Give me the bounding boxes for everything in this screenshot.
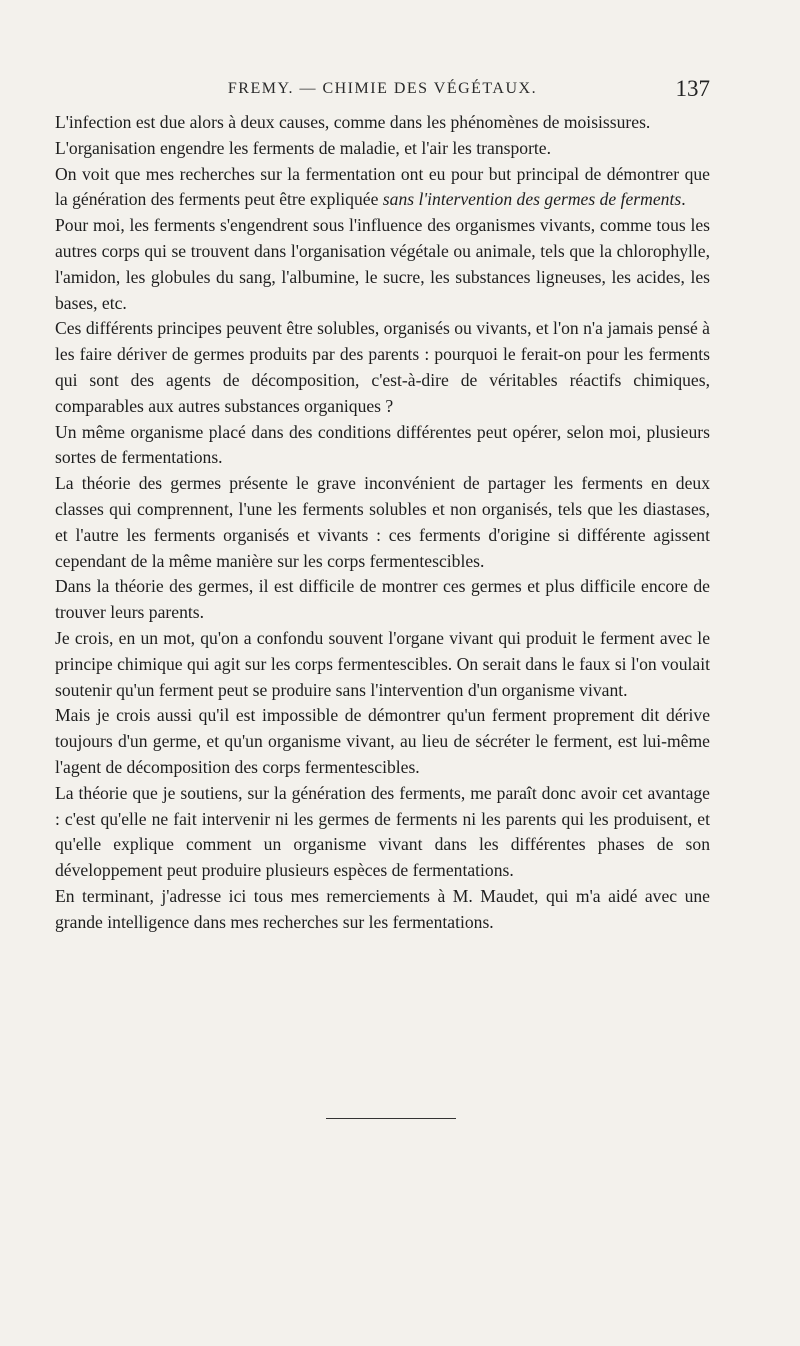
paragraph: En terminant, j'adresse ici tous mes remerciements à M. Maudet, qui m'a aidé avec une grande intelligence dans mes recherches sur les fermentations.	[55, 885, 710, 932]
paragraph-text: .	[681, 189, 686, 210]
paragraph: Dans la théorie des germes, il est difficile de montrer ces germes et plus difficile encore de trouver leurs parents.	[55, 576, 710, 623]
page-number: 137	[675, 76, 710, 101]
paragraph: Pour moi, les ferments s'engendrent sous l'influence des organismes vivants, comme tous les autres corps qui se trouvent dans l'organisation végétale ou animale, tels que la chlorophylle, l'amidon, les globules du sang, l'albumine, le sucre, les substances ligneuses, les acides, les bases, etc.	[55, 215, 710, 313]
paragraph: Mais je crois aussi qu'il est impossible de démontrer qu'un ferment proprement dit dérive toujours d'un germe, et qu'un organisme vivant, au lieu de sécréter le ferment, est lui-même l'agent de décomposition des corps fermentescibles.	[55, 705, 710, 777]
paragraph-text: On voit que mes recherches sur la fermentation ont eu pour but principal de démontrer que la génération des ferments peut être expliquée	[55, 163, 710, 210]
running-title: FREMY. — CHIMIE DES VÉGÉTAUX.	[227, 80, 538, 97]
closing-rule	[326, 1118, 456, 1119]
paragraph: La théorie des germes présente le grave inconvénient de partager les ferments en deux classes qui comprennent, l'une les ferments solubles et non organisés, tels que les diastases, et l'autre les ferments organisés et vivants : ces ferments d'origine si différente agissent cependant de la même manière sur les corps fermentescibles.	[55, 473, 710, 571]
paragraph: Un même organisme placé dans des conditions différentes peut opérer, selon moi, plusieurs sortes de fermentations.	[55, 421, 710, 468]
paragraph: Je crois, en un mot, qu'on a confondu souvent l'organe vivant qui produit le ferment avec le principe chimique qui agit sur les corps fermentescibles. On serait dans le faux si l'on voulait soutenir qu'un ferment peut se produire sans l'intervention d'un organisme vivant.	[55, 627, 710, 700]
emphasis-text: sans l'intervention des germes de ferments	[382, 189, 682, 210]
paragraph	[55, 162, 710, 214]
page-header	[55, 76, 710, 106]
body-text	[55, 110, 710, 936]
paragraph: L'organisation engendre les ferments de maladie, et l'air les transporte.	[55, 137, 552, 158]
paragraph: Ces différents principes peuvent être solubles, organisés ou vivants, et l'on n'a jamais pensé à les faire dériver de germes produits par des parents : pourquoi le ferait-on pour les ferments qui sont des agents de décomposition, c'est-à-dire de véritables réactifs chimiques, comparables aux autres substances organiques ?	[55, 318, 710, 416]
paragraph: L'infection est due alors à deux causes, comme dans les phénomènes de moisissures.	[55, 112, 651, 132]
paragraph: La théorie que je soutiens, sur la génération des ferments, me paraît donc avoir cet avantage : c'est qu'elle ne fait intervenir ni les germes de ferments ni les parents qui les produisent, et qu'elle explique comment un organisme vivant dans les différentes phases de son développement peut produire plusieurs espèces de fermentations.	[55, 782, 710, 881]
